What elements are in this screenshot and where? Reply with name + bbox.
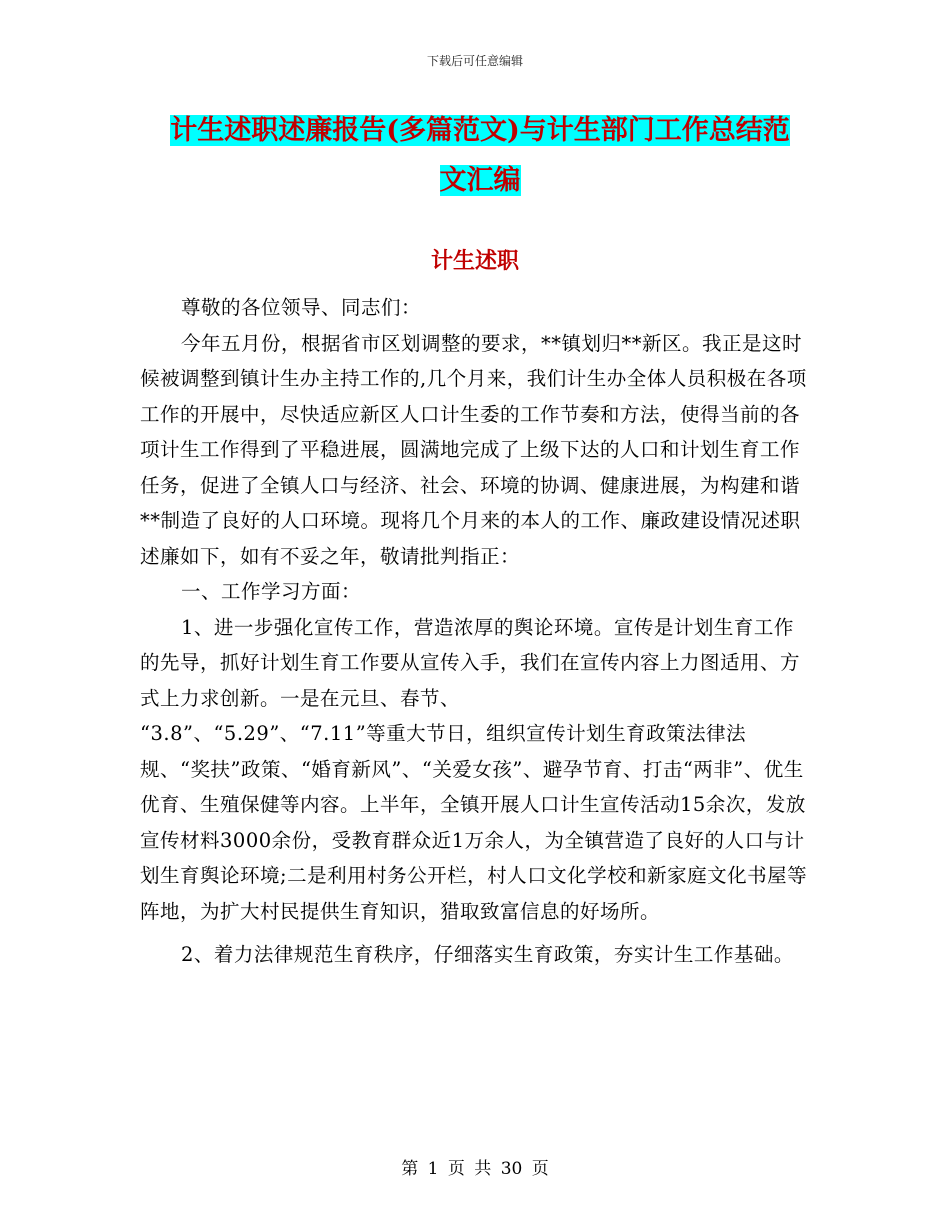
document-body	[140, 290, 810, 973]
document-title-line-2: 文汇编	[439, 165, 521, 196]
item-1-continued-paragraph: “3.8”、“5.29”、“7.11”等重大节日，组织宣传计划生育政策法律法规、“奖扶”政策、“婚育新风”、“关爱女孩”、避孕节育、打击“两非”、优生优育、生殖保健等内容。上半年，全镇开展人口计生宣传活动15余次，发放宣传材料3000余份，受教育群众近1万余人，为全镇营造了良好的人口与计划生育舆论环境;二是利用村务公开栏，村人口文化学校和新家庭文化书屋等阵地，为扩大村民提供生育知识，猎取致富信息的好场所。	[140, 722, 808, 923]
item-2-paragraph: 2、着力法律规范生育秩序，仔细落实生育政策，夯实计生工作基础。	[180, 943, 794, 966]
intro-paragraph: 今年五月份，根据省市区划调整的要求，**镇划归**新区。我正是这时候被调整到镇计生办主持工作的,几个月来，我们计生办全体人员积极在各项工作的开展中，尽快适应新区人口计生委的工作节奏和方法，使得当前的各项计生工作得到了平稳进展，圆满地完成了上级下达的人口和计划生育工作任务，促进了全镇人口与经济、社会、环境的协调、健康进展，为构建和谐**制造了良好的人口环境。现将几个月来的本人的工作、廉政建设情况述职述廉如下，如有不妥之年，敬请批判指正：	[140, 331, 807, 568]
page-header-note: 下载后可任意编辑	[426, 54, 523, 68]
salutation-paragraph: 尊敬的各位领导、同志们：	[180, 296, 421, 319]
document-title	[140, 106, 820, 206]
page-footer-page-number: 第 1 页 共 30 页	[401, 1159, 549, 1179]
section-title: 计生述职	[430, 248, 519, 274]
heading-work-study: 一、工作学习方面：	[180, 580, 361, 603]
item-1-paragraph: 1、进一步强化宣传工作，营造浓厚的舆论环境。宣传是计划生育工作的先导，抓好计划生育工作要从宣传入手，我们在宣传内容上力图适用、方式上力求创新。一是在元旦、春节、	[140, 615, 801, 710]
document-title-line-1: 计生述职述廉报告(多篇范文)与计生部门工作总结范	[170, 115, 790, 146]
